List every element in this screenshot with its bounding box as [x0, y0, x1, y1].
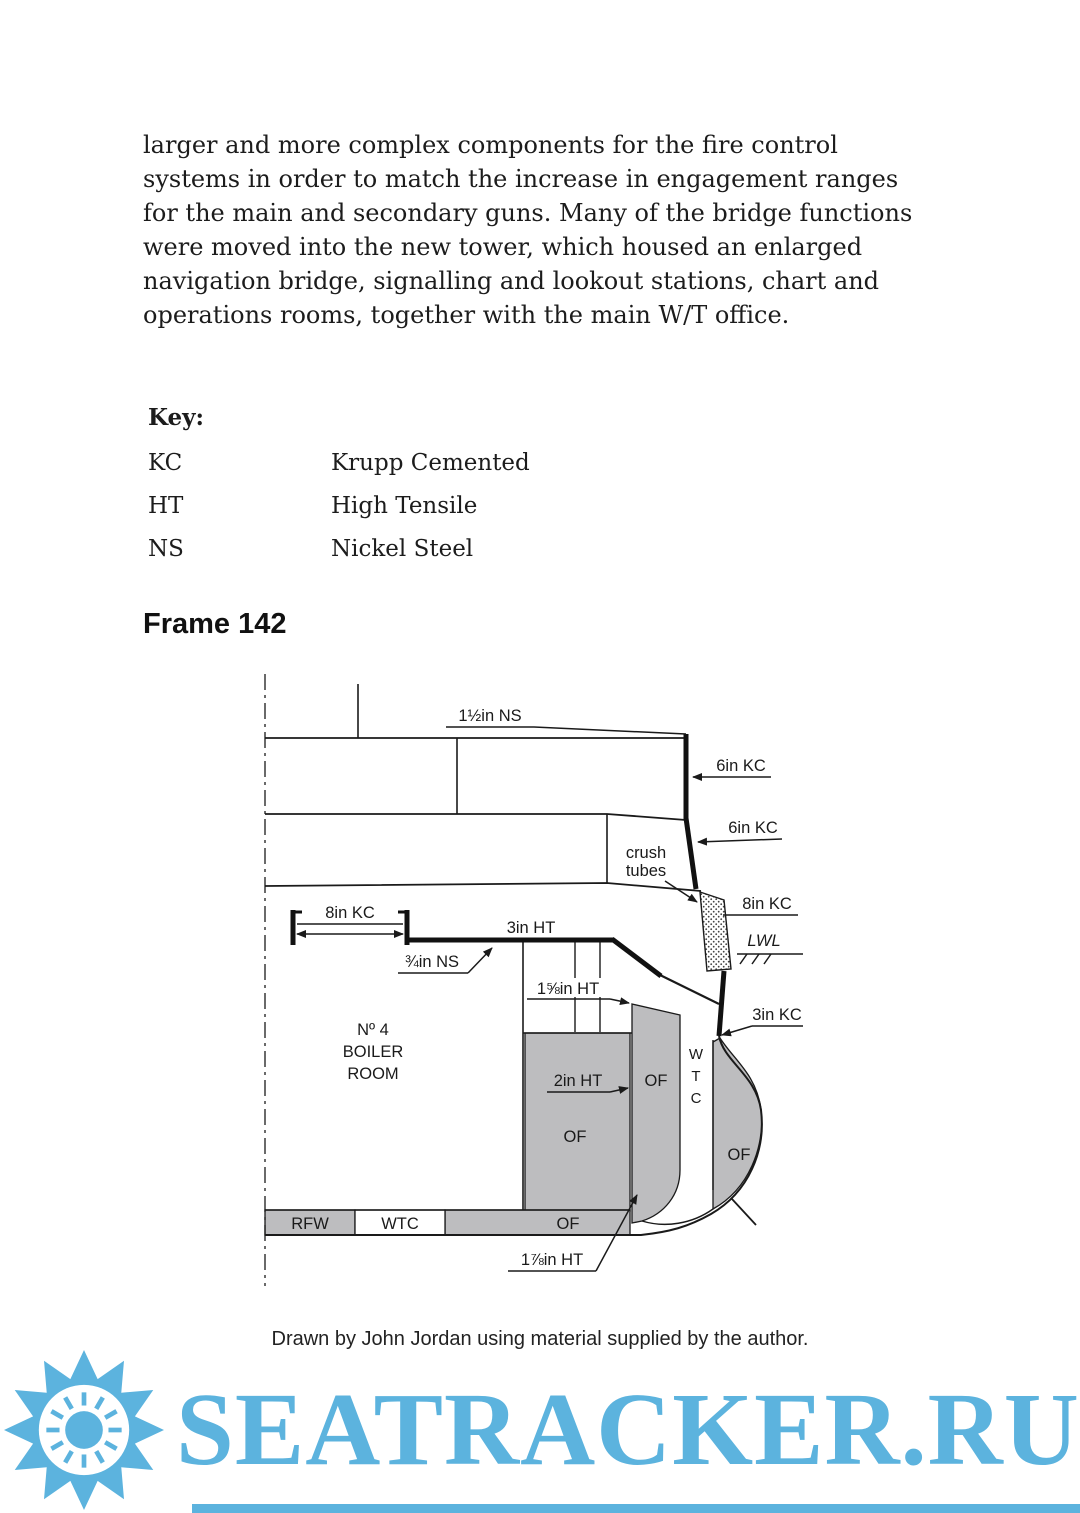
waterline-mark: [737, 954, 803, 964]
label-belt-upper: 6in KC: [716, 757, 766, 775]
label-barbette: 8in KC: [325, 904, 375, 922]
label-of-wing: OF: [727, 1146, 751, 1164]
label-bulkhead-upper: 1⅝in HT: [536, 980, 600, 998]
bilge-keel: [732, 1199, 756, 1225]
key-meaning: High Tensile: [331, 493, 478, 519]
label-deck-upper: 1½in NS: [458, 707, 522, 725]
label-crush-tubes-1: crush: [625, 844, 667, 862]
label-boiler-room-1: Nº 4: [357, 1021, 389, 1039]
label-of-main: OF: [563, 1128, 587, 1146]
frame-142-diagram: [250, 668, 830, 1298]
of-tank-main: [525, 1033, 630, 1211]
of-tank-mid: [632, 1004, 680, 1223]
key-row: [148, 490, 530, 523]
label-of-mid: OF: [644, 1072, 668, 1090]
label-boiler-room-2: BOILER: [342, 1043, 404, 1061]
label-bulkhead-lower: 2in HT: [553, 1072, 603, 1090]
key-block: [148, 404, 530, 576]
watermark-text: SEATRACKER.RU: [176, 1372, 1080, 1487]
label-wtc-w: W: [688, 1046, 704, 1063]
hull-shell: [265, 1036, 762, 1235]
key-title: Key:: [148, 404, 204, 431]
tank-fills: [265, 1004, 762, 1235]
key-abbr: NS: [148, 536, 184, 562]
label-wtc-c: C: [690, 1090, 702, 1107]
label-shell-bottom: 1⅞in HT: [520, 1251, 584, 1269]
section-heading: Frame 142: [143, 608, 287, 640]
crush-tubes-belt: [700, 892, 731, 971]
label-belt-lower: 3in KC: [752, 1006, 802, 1024]
watermark-sun-logo: [4, 1350, 164, 1513]
key-meaning: Krupp Cemented: [331, 450, 530, 476]
label-rfw: RFW: [291, 1215, 329, 1233]
key-meaning: Nickel Steel: [331, 536, 474, 562]
label-wtc-bottom: WTC: [381, 1215, 419, 1233]
sun-icon: [4, 1350, 164, 1510]
key-abbr: HT: [148, 493, 184, 519]
key-row: [148, 533, 530, 566]
hull-section-svg: [250, 668, 830, 1293]
of-tank-wing: [713, 1038, 762, 1209]
label-crush-tubes-2: tubes: [625, 862, 667, 880]
body-paragraph: larger and more complex components for the fire control systems in order to match the increase in engagement ranges for the main and secondary guns. Many of the bridge functions were moved into the new tower, which housed an enlarged navigation bridge, signalling and lookout stations, chart and operations rooms, together with the main W/T office.: [143, 131, 913, 329]
label-deck-ns: ¾in NS: [404, 953, 460, 971]
key-row: [148, 447, 530, 480]
label-wtc-t: T: [691, 1068, 701, 1085]
of-tank-bottom: [445, 1210, 630, 1235]
figure-caption: Drawn by John Jordan using material supplied by the author.: [271, 1328, 809, 1350]
label-boiler-room-3: ROOM: [347, 1065, 399, 1083]
key-abbr: KC: [148, 450, 183, 476]
label-belt-main: 8in KC: [742, 895, 792, 913]
watermark-bottom-bar: [192, 1504, 1080, 1513]
label-belt-mid: 6in KC: [728, 819, 778, 837]
label-deck-armour: 3in HT: [506, 919, 556, 937]
label-of-bottom: OF: [556, 1215, 580, 1233]
label-waterline: LWL: [747, 932, 781, 950]
